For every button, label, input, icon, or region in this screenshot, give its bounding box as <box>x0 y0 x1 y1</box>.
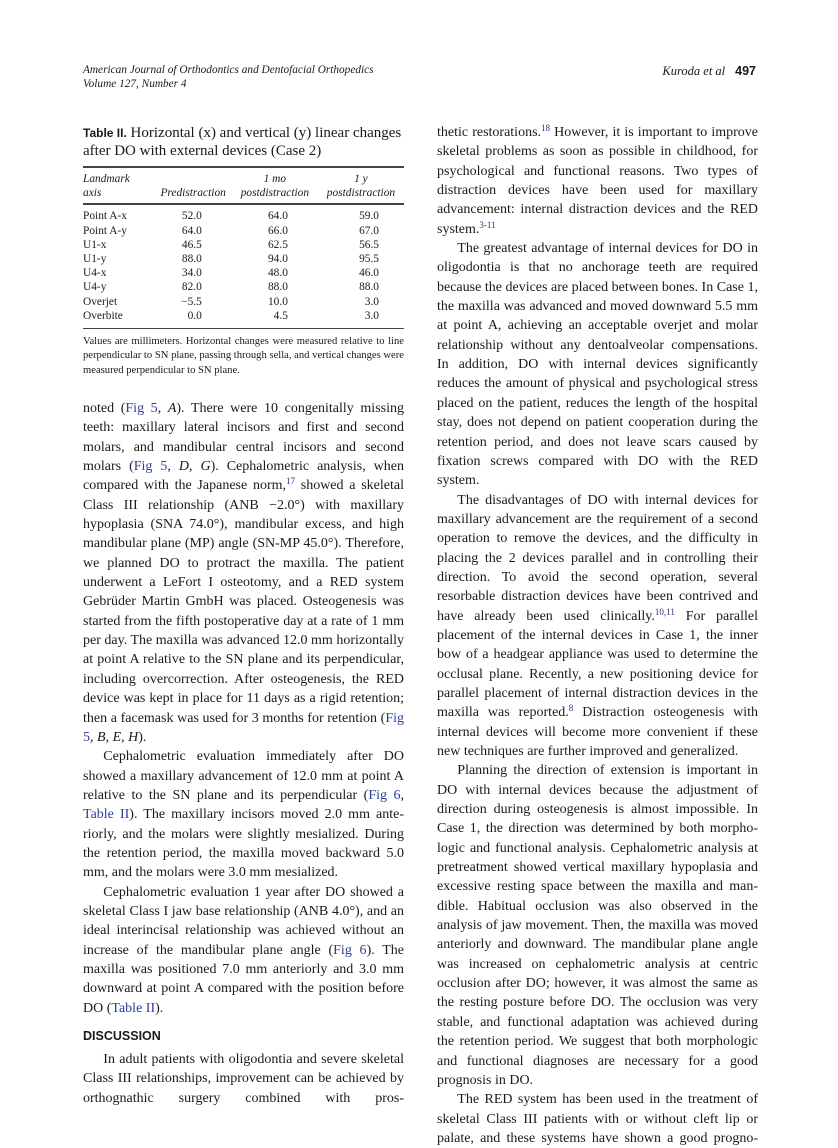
text-run: ). There were 10 congenitally missing teeth: maxillary lateral incisors and first and second molars, and mandibular central incisors and second molars ( <box>83 401 404 475</box>
landmark-cell: Overbite <box>83 309 123 322</box>
running-header-right <box>662 64 756 78</box>
one-month-cell: 64.0 <box>267 210 288 223</box>
body-paragraph <box>83 399 404 747</box>
text-run: Distraction osteogenesis with internal devices will become more convenient if these new techniques are further improved and generalized. <box>437 705 758 759</box>
panel-letter: D <box>178 459 189 475</box>
table-row <box>83 295 404 309</box>
one-month-cell: 10.0 <box>267 295 288 308</box>
table-row <box>83 309 404 329</box>
one-month-cell: 62.5 <box>267 238 288 251</box>
landmark-cell: U4-y <box>83 281 107 294</box>
column-header-predistraction: Predistraction <box>160 187 226 200</box>
citation-superscript[interactable]: 10,11 <box>654 606 675 617</box>
journal-title: American Journal of Orthodontics and Dentofacial Orthopedics <box>83 64 374 76</box>
column-header-1mo: 1 mo postdistraction <box>240 173 310 200</box>
one-month-cell: 48.0 <box>267 267 288 280</box>
landmark-cell: Point A-y <box>83 224 127 237</box>
panel-letter: H <box>128 729 139 745</box>
cross-reference-link[interactable]: Fig 5 <box>83 710 404 745</box>
citation-superscript[interactable]: 3-11 <box>479 219 496 230</box>
body-paragraph <box>83 883 404 1018</box>
text-run: thetic restorations. <box>437 125 542 140</box>
body-paragraph <box>83 1050 404 1108</box>
one-year-cell: 95.5 <box>359 253 379 266</box>
table-row <box>83 224 404 238</box>
landmark-cell: Overjet <box>83 295 118 308</box>
table-label: Table II. <box>83 126 127 140</box>
landmark-cell: U1-y <box>83 253 107 266</box>
one-month-cell: 4.5 <box>273 309 288 322</box>
citation-superscript[interactable]: 8 <box>568 703 574 714</box>
text-run: Planning the direction of extension is important in DO with internal devices because the adjustment of direction during osteogenesis is almost impossible. In Case 1, the direction was determined by both morphologic and functional analysis. Cephalometric analysis at pretreatment showed vertical maxillary hypoplasia and excessive resting space between the maxilla and mandible. Habitual occlusion was also observed in the analysis of jaw movement. Then, the maxilla was moved anteriorly and downward. The mandibular plane angle was increased on cephalometric analysis at centric occlusion after DO; however, it was almost the same as the resting posture before DO. The occlusion was very stable, and functional adaptation was achieved during the retention period. We suggest that both morphologic and functional diagnoses are necessary for a good prognosis in DO. <box>437 763 758 1088</box>
text-run: , <box>90 729 97 745</box>
text-run: However, it is important to improve skeletal problems as soon as possible in childhood, for psychological and functional reasons. Two types of distraction devices have been used for maxillary advancement: internal distraction devices and the RED system. <box>437 125 758 237</box>
table-row <box>83 238 404 252</box>
one-year-cell: 3.0 <box>364 295 379 308</box>
citation-superscript[interactable]: 18 <box>541 123 551 133</box>
table-row <box>83 280 404 294</box>
text-run: showed a skeletal Class III relationship (ANB −2.0°) with maxillary hypoplasia (SNA 74.0°), mandibular excess, and high mandibular plane (MP) angle (SN-MP 45.0°). Therefore, we planned DO to protract the maxilla. The patient underwent a LeFort I osteotomy, and a RED system Gebrüder Martin GmbH was placed. Osteogenesis was started from the fifth postoperative day at a rate of 1 mm per day. The maxilla was advanced 12.0 mm horizontally at point A relative to the SN plane and its perpendicular, including overcorrection. After osteogenesis, the RED device was kept in place for 11 days as a rigid retention; then a facemask was used for 3 months for retention ( <box>83 478 404 726</box>
text-run: The disadvantages of DO with internal devices for maxillary advancement are the requirement of a second operation to remove the devices, and the difficulty in placing the 2 devices parallel and in controlling their direction. To avoid the second operation, several resorbable distraction devices have been contrived and have already been used clinically. <box>437 492 758 624</box>
body-paragraph <box>437 239 758 490</box>
cross-reference-link[interactable]: Table II <box>111 1000 156 1016</box>
body-paragraph <box>437 491 758 762</box>
column-header-landmark: Landmark axis <box>83 173 130 200</box>
body-paragraph <box>437 1090 758 1148</box>
predistraction-cell: 52.0 <box>181 210 202 223</box>
text-run: , <box>188 459 201 475</box>
text-run: ). Cephalometric analysis, when compared with the Japanese norm, <box>83 459 404 494</box>
predistraction-cell: −5.5 <box>181 295 202 308</box>
text-run: ). <box>155 1000 164 1016</box>
text-run: , <box>400 787 404 803</box>
section-heading-discussion: DISCUSSION <box>83 1029 161 1043</box>
text-run: , <box>121 729 129 745</box>
citation-superscript[interactable]: 17 <box>286 476 295 487</box>
body-paragraph <box>437 123 758 239</box>
text-run: noted ( <box>83 401 126 416</box>
predistraction-cell: 64.0 <box>181 224 202 237</box>
one-month-cell: 66.0 <box>267 224 288 237</box>
table-row <box>83 204 404 223</box>
panel-letter: A <box>167 401 177 416</box>
table-row <box>83 266 404 280</box>
text-run: , <box>167 459 179 475</box>
table-caption-text: Horizontal (x) and vertical (y) linear changes after DO with external devices (Case 2) <box>83 125 402 159</box>
page-number: 497 <box>735 64 756 78</box>
panel-letter: B <box>97 729 106 745</box>
text-run: In adult patients with oligodontia and severe skeletal Class III relationships, improvement can be achieved by orthognathic surgery combined with pros- <box>83 1052 404 1106</box>
table-header-row <box>83 167 404 204</box>
cross-reference-link[interactable]: Fig 5 <box>133 459 168 475</box>
journal-volume: Volume 127, Number 4 <box>83 77 187 90</box>
text-run: Cephalometric evaluation 1 year after DO showed a skeletal Class I jaw base relationship (ANB 4.0°), and an ideal interincisal relationship was achieved without an increase of the mandibular plane angle ( <box>83 884 404 958</box>
one-year-cell: 46.0 <box>359 267 379 280</box>
left-column <box>83 399 404 1108</box>
one-year-cell: 88.0 <box>359 281 379 294</box>
table-ii <box>83 124 404 378</box>
cross-reference-link[interactable]: Fig 6 <box>368 787 401 803</box>
predistraction-cell: 0.0 <box>187 309 202 322</box>
landmark-cell: Point A-x <box>83 210 127 223</box>
data-table <box>83 166 404 329</box>
one-year-cell: 67.0 <box>359 224 379 237</box>
predistraction-cell: 34.0 <box>181 267 202 280</box>
text-run: ). The maxillary incisors moved 2.0 mm anteriorly, and the molars were slightly mesialized. During the retention period, the maxilla moved backward 5.0 mm, and the molars were 3.0 mm mesialized. <box>83 807 405 881</box>
one-year-cell: 3.0 <box>364 309 379 322</box>
table-caption <box>83 124 404 160</box>
one-year-cell: 56.5 <box>359 238 379 251</box>
predistraction-cell: 88.0 <box>181 253 202 266</box>
panel-letter: G <box>200 459 211 475</box>
text-run: , <box>157 401 168 416</box>
one-month-cell: 94.0 <box>267 253 288 266</box>
landmark-cell: U1-x <box>83 238 107 251</box>
text-run: The RED system has been used in the treatment of skeletal Class III patients with or without cleft lip or palate, and these systems have shown a good progno- <box>437 1092 758 1146</box>
column-header-1y: 1 y postdistraction <box>326 173 396 200</box>
text-run: ). <box>138 729 147 745</box>
cross-reference-link[interactable]: Fig 5 <box>125 401 158 416</box>
text-run: The greatest advantage of internal devices for DO in oligodontia is that no anchorage teeth are required because the devices are placed between bones. In Case 1, the maxilla was advanced and moved downward 5.5 mm at point A, achieving an acceptable overjet and molar relationship without any dentoalveolar compensations. In addition, DO with internal devices significantly reduces the amount of physical and psychological stress placed on the patient, reduces the length of the hospital stay, does not depend on patient cooperation during the retention period, and does not leave scars caused by fixation screws compared with DO with the RED system. <box>437 241 758 489</box>
cross-reference-link[interactable]: Table II <box>83 807 130 823</box>
text-run: , <box>105 729 113 745</box>
landmark-cell: U4-x <box>83 267 107 280</box>
one-year-cell: 59.0 <box>359 210 379 223</box>
panel-letter: E <box>112 729 122 745</box>
right-column <box>437 123 758 1148</box>
authors: Kuroda et al <box>662 64 726 78</box>
running-header-left <box>83 64 374 91</box>
predistraction-cell: 46.5 <box>181 238 202 251</box>
body-paragraph <box>437 761 758 1090</box>
predistraction-cell: 82.0 <box>181 281 202 294</box>
one-month-cell: 88.0 <box>267 281 288 294</box>
cross-reference-link[interactable]: Fig 6 <box>333 942 367 958</box>
text-run: Cephalometric evaluation immediately after DO showed a maxillary advancement of 12.0 mm at point A relative to the SN plane and its perpendicular ( <box>83 749 404 803</box>
text-run: For parallel placement of the internal devices in Case 1, the inner bow of a headgear appliance was used to determine the occlusal plane. Recently, a new positioning device for parallel placement of internal distraction devices in the maxilla was reported. <box>437 608 758 721</box>
text-run: ). The maxilla was positioned 7.0 mm anteriorly and 3.0 mm downward at point A compared with the position before DO ( <box>83 942 404 1016</box>
table-footnote: Values are millimeters. Horizontal changes were measured relative to line perpendicular to SN plane, passing through sella, and vertical changes were measured perpendicular to SN plane. <box>83 336 404 376</box>
table-row <box>83 252 404 266</box>
body-paragraph <box>83 747 404 882</box>
